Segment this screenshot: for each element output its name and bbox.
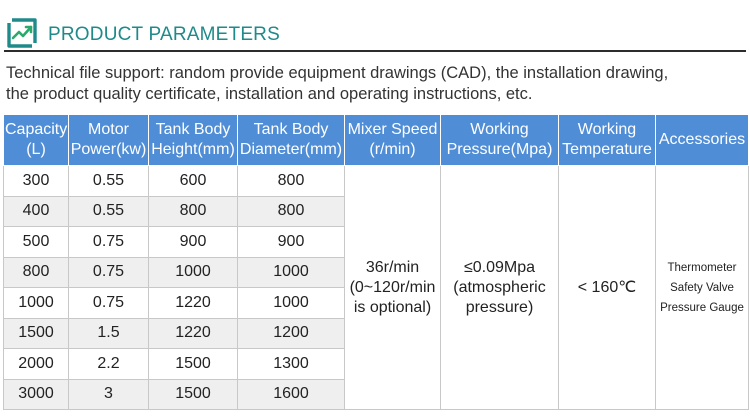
tank-height-cell: 1000 xyxy=(149,257,238,288)
motor-power-cell: 0.75 xyxy=(69,257,149,288)
motor-power-cell: 0.55 xyxy=(69,196,149,227)
motor-power-cell: 3 xyxy=(69,379,149,410)
header-mixer-speed: Mixer Speed (r/min) xyxy=(345,115,441,166)
tank-diameter-cell: 1200 xyxy=(238,318,345,349)
chart-arrow-logo-icon xyxy=(6,17,38,49)
header-divider xyxy=(4,50,746,52)
table-row xyxy=(4,166,749,197)
motor-power-cell: 0.75 xyxy=(69,227,149,258)
tank-height-cell: 1500 xyxy=(149,349,238,380)
capacity-cell: 1000 xyxy=(4,288,69,319)
header-working-temperature: Working Temperature xyxy=(559,115,656,166)
tank-height-cell: 1500 xyxy=(149,379,238,410)
tank-height-cell: 600 xyxy=(149,166,238,197)
section-title: PRODUCT PARAMETERS xyxy=(48,24,280,45)
working-pressure-cell: ≤0.09Mpa (atmospheric pressure) xyxy=(441,166,559,410)
product-parameters-table xyxy=(3,114,749,410)
tank-height-cell: 1220 xyxy=(149,318,238,349)
tank-diameter-cell: 800 xyxy=(238,166,345,197)
capacity-cell: 1500 xyxy=(4,318,69,349)
tank-diameter-cell: 900 xyxy=(238,227,345,258)
section-header xyxy=(0,0,750,62)
motor-power-cell: 0.55 xyxy=(69,166,149,197)
tank-height-cell: 900 xyxy=(149,227,238,258)
capacity-cell: 3000 xyxy=(4,379,69,410)
tank-diameter-cell: 800 xyxy=(238,196,345,227)
motor-power-cell: 2.2 xyxy=(69,349,149,380)
table-header-row xyxy=(4,115,749,166)
tank-diameter-cell: 1000 xyxy=(238,257,345,288)
working-temperature-cell: < 160℃ xyxy=(559,166,656,410)
header-tank-diameter: Tank Body Diameter(mm) xyxy=(238,115,345,166)
motor-power-cell: 1.5 xyxy=(69,318,149,349)
capacity-cell: 500 xyxy=(4,227,69,258)
header-motor-power: Motor Power(kw) xyxy=(69,115,149,166)
note-line-1: Technical file support: random provide equipment drawings (CAD), the installation drawing, xyxy=(6,64,669,82)
tank-height-cell: 1220 xyxy=(149,288,238,319)
capacity-cell: 400 xyxy=(4,196,69,227)
accessories-cell: Thermometer Safety Valve Pressure Gauge xyxy=(656,166,749,410)
tank-diameter-cell: 1300 xyxy=(238,349,345,380)
mixer-speed-cell: 36r/min (0~120r/min is optional) xyxy=(345,166,441,410)
header-accessories: Accessories xyxy=(656,115,749,166)
tank-diameter-cell: 1600 xyxy=(238,379,345,410)
tank-height-cell: 800 xyxy=(149,196,238,227)
header-working-pressure: Working Pressure(Mpa) xyxy=(441,115,559,166)
header-tank-height: Tank Body Height(mm) xyxy=(149,115,238,166)
technical-support-note xyxy=(6,63,746,105)
capacity-cell: 2000 xyxy=(4,349,69,380)
note-line-2: the product quality certificate, installation and operating instructions, etc. xyxy=(6,85,533,103)
tank-diameter-cell: 1000 xyxy=(238,288,345,319)
capacity-cell: 300 xyxy=(4,166,69,197)
motor-power-cell: 0.75 xyxy=(69,288,149,319)
header-capacity: Capacity (L) xyxy=(4,115,69,166)
capacity-cell: 800 xyxy=(4,257,69,288)
